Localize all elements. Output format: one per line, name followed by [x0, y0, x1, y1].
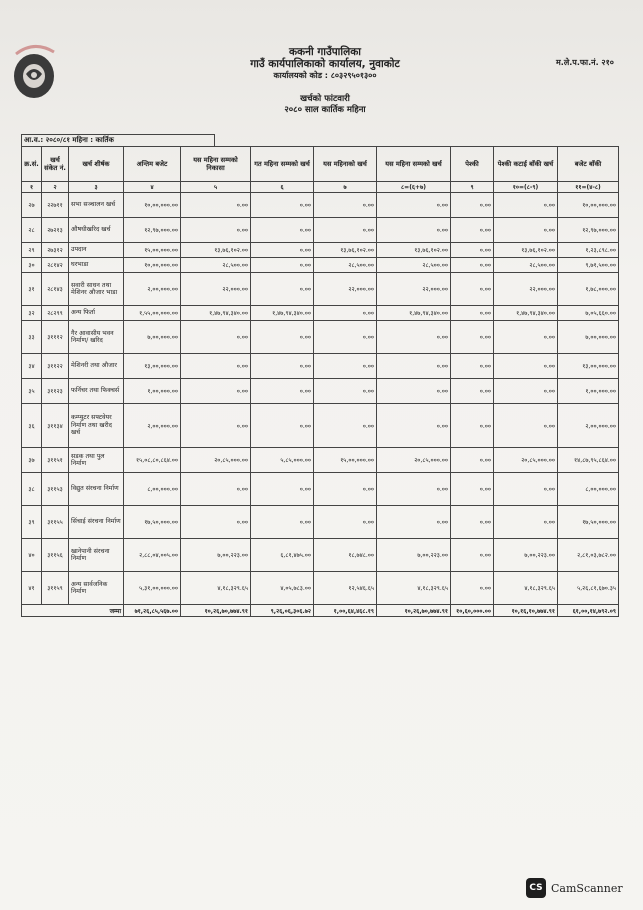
expense-title-cell: उपदान [69, 243, 124, 258]
amount-cell: ०.०० [451, 306, 494, 321]
report-period: २०८० साल कार्तिक महिना [284, 105, 366, 115]
expense-title-cell: मेशिनरी तथा औजार [69, 354, 124, 379]
col-header: क्र.सं. [22, 147, 42, 182]
expense-table [21, 146, 619, 617]
amount-cell: १३,७६,१०२.०० [181, 243, 251, 258]
total-cell: १०,२६,७०,७७४.९१ [377, 605, 451, 617]
col-number: १ [22, 182, 42, 193]
serial-number-cell: ३० [22, 258, 42, 273]
col-number: ११=(४-८) [558, 182, 619, 193]
office-code: कार्यालयको कोड : ८०३२९५०१३०० [273, 71, 377, 80]
amount-cell: ०.०० [314, 473, 377, 506]
amount-cell: ०.०० [377, 379, 451, 404]
amount-cell: १५,००,०००.०० [124, 243, 181, 258]
amount-cell: १३,७६,१०२.०० [494, 243, 558, 258]
col-header: बजेट बाँकी [558, 147, 619, 182]
amount-cell: १,४७,९४,३४०.०० [377, 306, 451, 321]
expense-code-cell: ३११५९ [42, 572, 69, 605]
col-number: ४ [124, 182, 181, 193]
amount-cell: १३,७६,१०२.०० [377, 243, 451, 258]
col-number: ६ [251, 182, 314, 193]
expense-code-cell: २२७११ [42, 193, 69, 218]
amount-cell: १४,८७,९५,८६४.०० [558, 448, 619, 473]
table-row [22, 448, 619, 473]
amount-cell: ०.०० [377, 218, 451, 243]
table-row [22, 258, 619, 273]
serial-number-cell: ३७ [22, 448, 42, 473]
report-subtitle [230, 94, 420, 116]
expense-title-cell: घरभाडा [69, 258, 124, 273]
amount-cell: ०.०० [451, 243, 494, 258]
amount-cell: ०.०० [314, 218, 377, 243]
amount-cell: १,७८,०००.०० [558, 273, 619, 306]
amount-cell: १०,००,०००.०० [558, 193, 619, 218]
table-row [22, 354, 619, 379]
amount-cell: २,००,०००.०० [558, 404, 619, 448]
serial-number-cell: ३८ [22, 473, 42, 506]
amount-cell: ०.०० [494, 193, 558, 218]
amount-cell: १२,५४६.६५ [314, 572, 377, 605]
amount-cell: १५,०८,८०,८६४.०० [124, 448, 181, 473]
amount-cell: २०,८५,०००.०० [181, 448, 251, 473]
amount-cell: ४,०५,७८३.०० [251, 572, 314, 605]
serial-number-cell: ३३ [22, 321, 42, 354]
col-header: यस महिना सम्मको निकासा [181, 147, 251, 182]
expense-title-cell: कम्प्युटर सफ्टवेयर निर्माण तथा खरीद खर्च [69, 404, 124, 448]
amount-cell: ४,१८,३२९.६५ [494, 572, 558, 605]
table-row [22, 539, 619, 572]
amount-cell: २,००,०००.०० [124, 273, 181, 306]
amount-cell: ७,००,०००.०० [558, 321, 619, 354]
amount-cell: १,००,०००.०० [124, 379, 181, 404]
amount-cell: ७,००,२२३.०० [181, 539, 251, 572]
amount-cell: ७,००,२२३.०० [377, 539, 451, 572]
amount-cell: ०.०० [314, 193, 377, 218]
serial-number-cell: ४१ [22, 572, 42, 605]
table-row [22, 193, 619, 218]
amount-cell: ०.०० [494, 473, 558, 506]
amount-cell: ५,२६,८१,६७०.३५ [558, 572, 619, 605]
expense-code-cell: २८२९९ [42, 306, 69, 321]
amount-cell: ०.०० [314, 379, 377, 404]
office-name: गाउँ कार्यपालिकाको कार्यालय, नुवाकोट [250, 58, 400, 70]
amount-cell: १,४७,९४,३४०.०० [251, 306, 314, 321]
amount-cell: ०.०० [377, 473, 451, 506]
amount-cell: ०.०० [451, 193, 494, 218]
expense-code-cell: २८१४३ [42, 273, 69, 306]
serial-number-cell: ३४ [22, 354, 42, 379]
amount-cell: ६,८१,४७५.०० [251, 539, 314, 572]
total-cell: १०,६०,०००.०० [451, 605, 494, 617]
amount-cell: १३,००,०००.०० [558, 354, 619, 379]
amount-cell: २,८१,०३,७८२.०० [558, 539, 619, 572]
col-header: पेश्की [451, 147, 494, 182]
expense-code-cell: ३११५३ [42, 473, 69, 506]
amount-cell: २२,०००.०० [377, 273, 451, 306]
amount-cell: १,४७,९४,३४०.०० [181, 306, 251, 321]
expense-title-cell: खानेपानी संरचना निर्माण [69, 539, 124, 572]
amount-cell: २८,५००.०० [494, 258, 558, 273]
amount-cell: ४,१८,३२९.६५ [377, 572, 451, 605]
amount-cell: ०.०० [251, 473, 314, 506]
table-row [22, 572, 619, 605]
table-row [22, 218, 619, 243]
amount-cell: २२,०००.०० [181, 273, 251, 306]
amount-cell: ०.०० [451, 379, 494, 404]
expense-code-cell: ३११५५ [42, 506, 69, 539]
header-row [22, 147, 619, 182]
amount-cell: ०.०० [251, 354, 314, 379]
amount-cell: १,२३,८९८.०० [558, 243, 619, 258]
table-row [22, 379, 619, 404]
amount-cell: ०.०० [181, 473, 251, 506]
amount-cell: २,००,०००.०० [124, 404, 181, 448]
report-title: खर्चको फांटवारी [300, 94, 350, 104]
amount-cell: ९,७१,५००.०० [558, 258, 619, 273]
total-cell: ६१,००,१४,७९२.०९ [558, 605, 619, 617]
office-header [180, 46, 470, 82]
amount-cell: १७,५०,०००.०० [124, 506, 181, 539]
amount-cell: ०.०० [314, 306, 377, 321]
amount-cell: ४,१८,३२९.६५ [181, 572, 251, 605]
amount-cell: ०.०० [451, 473, 494, 506]
expense-table-wrapper [21, 134, 618, 617]
table-row [22, 473, 619, 506]
col-header: खर्च संकेत नं. [42, 147, 69, 182]
amount-cell: २८,५००.०० [314, 258, 377, 273]
amount-cell: ०.०० [181, 404, 251, 448]
camscanner-watermark [526, 878, 623, 898]
expense-code-cell: २८१४२ [42, 258, 69, 273]
emblem-logo [10, 36, 64, 102]
amount-cell: १३,७६,१०२.०० [314, 243, 377, 258]
amount-cell: ०.०० [377, 193, 451, 218]
expense-title-cell: सडक तथा पुल निर्माण [69, 448, 124, 473]
amount-cell: १०,००,०००.०० [124, 193, 181, 218]
amount-cell: ०.०० [451, 539, 494, 572]
amount-cell: ०.०० [494, 321, 558, 354]
amount-cell: ०.०० [494, 354, 558, 379]
col-number: २ [42, 182, 69, 193]
expense-title-cell: सिंचाई संरचना निर्माण [69, 506, 124, 539]
serial-number-cell: ३५ [22, 379, 42, 404]
amount-cell: ०.०० [451, 404, 494, 448]
camscanner-icon: CS [526, 878, 546, 898]
amount-cell: ०.०० [314, 404, 377, 448]
amount-cell: ०.०० [451, 572, 494, 605]
expense-title-cell: फर्निचर तथा फिक्चर्स [69, 379, 124, 404]
amount-cell: २०,८५,०००.०० [377, 448, 451, 473]
serial-number-cell: २९ [22, 243, 42, 258]
expense-title-cell: औषधीखरिद खर्च [69, 218, 124, 243]
amount-cell: ०.०० [251, 258, 314, 273]
amount-cell: ७,००,०००.०० [124, 321, 181, 354]
amount-cell: ०.०० [181, 379, 251, 404]
expense-code-cell: ३११२२ [42, 354, 69, 379]
total-cell: १,००,६४,४६८.१९ [314, 605, 377, 617]
expense-title-cell: सवारी साधन तथा मेशिनर औजार भाडा [69, 273, 124, 306]
serial-number-cell: ३६ [22, 404, 42, 448]
amount-cell: ०.०० [251, 243, 314, 258]
expense-rows [22, 193, 619, 605]
table-row [22, 321, 619, 354]
amount-cell: १८,७४८.०० [314, 539, 377, 572]
serial-number-cell: ३९ [22, 506, 42, 539]
amount-cell: २०,८५,०००.०० [494, 448, 558, 473]
amount-cell: १७,५०,०००.०० [558, 506, 619, 539]
amount-cell: १,४७,९४,३४०.०० [494, 306, 558, 321]
amount-cell: २८,५००.०० [181, 258, 251, 273]
amount-cell: ८,००,०००.०० [124, 473, 181, 506]
expense-title-cell: अन्य फिर्ता [69, 306, 124, 321]
amount-cell: ८,००,०००.०० [558, 473, 619, 506]
amount-cell: १०,००,०००.०० [124, 258, 181, 273]
col-number: ९ [451, 182, 494, 193]
amount-cell: ०.०० [494, 218, 558, 243]
amount-cell: १२,९७,०००.०० [558, 218, 619, 243]
amount-cell: १,००,०००.०० [558, 379, 619, 404]
amount-cell: १२,९७,०००.०० [124, 218, 181, 243]
amount-cell: ०.०० [181, 193, 251, 218]
amount-cell: ०.०० [314, 354, 377, 379]
col-header: खर्च शीर्षक [69, 147, 124, 182]
amount-cell: ०.०० [451, 258, 494, 273]
amount-cell: ०.०० [451, 506, 494, 539]
expense-code-cell: ३११५१ [42, 448, 69, 473]
expense-code-cell: २७२१३ [42, 218, 69, 243]
col-number: ७ [314, 182, 377, 193]
total-cell: १०,२६,७०,७७४.९१ [181, 605, 251, 617]
amount-cell: ०.०० [181, 506, 251, 539]
municipality-name: ककनी गाउँपालिका [288, 46, 362, 58]
amount-cell: ०.०० [451, 354, 494, 379]
col-header: यस महिना सम्मको खर्च [377, 147, 451, 182]
expense-title-cell: गैर आवासीय भवन निर्माण/ खरिद [69, 321, 124, 354]
table-row [22, 506, 619, 539]
amount-cell: १३,००,०००.०० [124, 354, 181, 379]
amount-cell: ०.०० [451, 218, 494, 243]
form-number: म.ले.प.फा.नं. २१० [556, 58, 614, 67]
expense-code-cell: ३११३४ [42, 404, 69, 448]
expense-title-cell: सभा सञ्चालन खर्च [69, 193, 124, 218]
col-number: ३ [69, 182, 124, 193]
col-number: ८=(६+७) [377, 182, 451, 193]
total-cell: ९,२६,०६,३०६.७२ [251, 605, 314, 617]
amount-cell: ०.०० [251, 404, 314, 448]
amount-cell: ०.०० [251, 506, 314, 539]
amount-cell: ०.०० [181, 218, 251, 243]
expense-code-cell: ३११२३ [42, 379, 69, 404]
table-row [22, 243, 619, 258]
fiscal-month-label: आ.व.: २०८०/८१ महिना : कार्तिक [21, 134, 215, 146]
col-header: पेश्की कटाई बाँकी खर्च [494, 147, 558, 182]
col-header: गत महिना सम्मको खर्च [251, 147, 314, 182]
expense-title-cell: अन्य सार्वजनिक निर्माण [69, 572, 124, 605]
col-header: अन्तिम बजेट [124, 147, 181, 182]
amount-cell: ०.०० [314, 321, 377, 354]
expense-code-cell: ३१११२ [42, 321, 69, 354]
amount-cell: ५,३१,००,०००.०० [124, 572, 181, 605]
amount-cell: ०.०० [494, 404, 558, 448]
amount-cell: ०.०० [451, 273, 494, 306]
amount-cell: ०.०० [251, 273, 314, 306]
serial-number-cell: ३१ [22, 273, 42, 306]
amount-cell: ०.०० [251, 379, 314, 404]
amount-cell: १,५५,००,०००.०० [124, 306, 181, 321]
amount-cell: ०.०० [251, 218, 314, 243]
amount-cell: २८,५००.०० [377, 258, 451, 273]
table-row [22, 273, 619, 306]
col-number: ५ [181, 182, 251, 193]
expense-code-cell: ३११५६ [42, 539, 69, 572]
amount-cell: २२,०००.०० [494, 273, 558, 306]
total-row [22, 605, 619, 617]
serial-number-cell: २७ [22, 193, 42, 218]
amount-cell: ०.०० [494, 506, 558, 539]
amount-cell: ०.०० [181, 321, 251, 354]
amount-cell: ०.०० [377, 506, 451, 539]
expense-code-cell: २७३१२ [42, 243, 69, 258]
col-number: १०=(८-९) [494, 182, 558, 193]
serial-number-cell: ४० [22, 539, 42, 572]
amount-cell: १५,००,०००.०० [314, 448, 377, 473]
table-row [22, 306, 619, 321]
amount-cell: ७,००,२२३.०० [494, 539, 558, 572]
serial-number-cell: ३२ [22, 306, 42, 321]
amount-cell: ७,०५,६६०.०० [558, 306, 619, 321]
table-row [22, 404, 619, 448]
amount-cell: ०.०० [451, 448, 494, 473]
amount-cell: ०.०० [377, 404, 451, 448]
amount-cell: ०.०० [451, 321, 494, 354]
amount-cell: ०.०० [494, 379, 558, 404]
amount-cell: ०.०० [251, 193, 314, 218]
total-cell: ७१,२६,८५,५६७.०० [124, 605, 181, 617]
amount-cell: ०.०० [181, 354, 251, 379]
amount-cell: ०.०० [377, 321, 451, 354]
col-header: यस महिनाको खर्च [314, 147, 377, 182]
amount-cell: ०.०० [251, 321, 314, 354]
amount-cell: ५,८५,०००.०० [251, 448, 314, 473]
expense-title-cell: विद्युत संरचना निर्माण [69, 473, 124, 506]
amount-cell: ०.०० [314, 506, 377, 539]
amount-cell: २,८८,०४,००५.०० [124, 539, 181, 572]
total-cell: १०,१६,१०,७७४.९१ [494, 605, 558, 617]
total-label: जम्मा [22, 605, 124, 617]
serial-number-cell: २८ [22, 218, 42, 243]
amount-cell: ०.०० [377, 354, 451, 379]
amount-cell: २२,०००.०० [314, 273, 377, 306]
camscanner-label: CamScanner [551, 881, 623, 895]
column-number-row [22, 182, 619, 193]
